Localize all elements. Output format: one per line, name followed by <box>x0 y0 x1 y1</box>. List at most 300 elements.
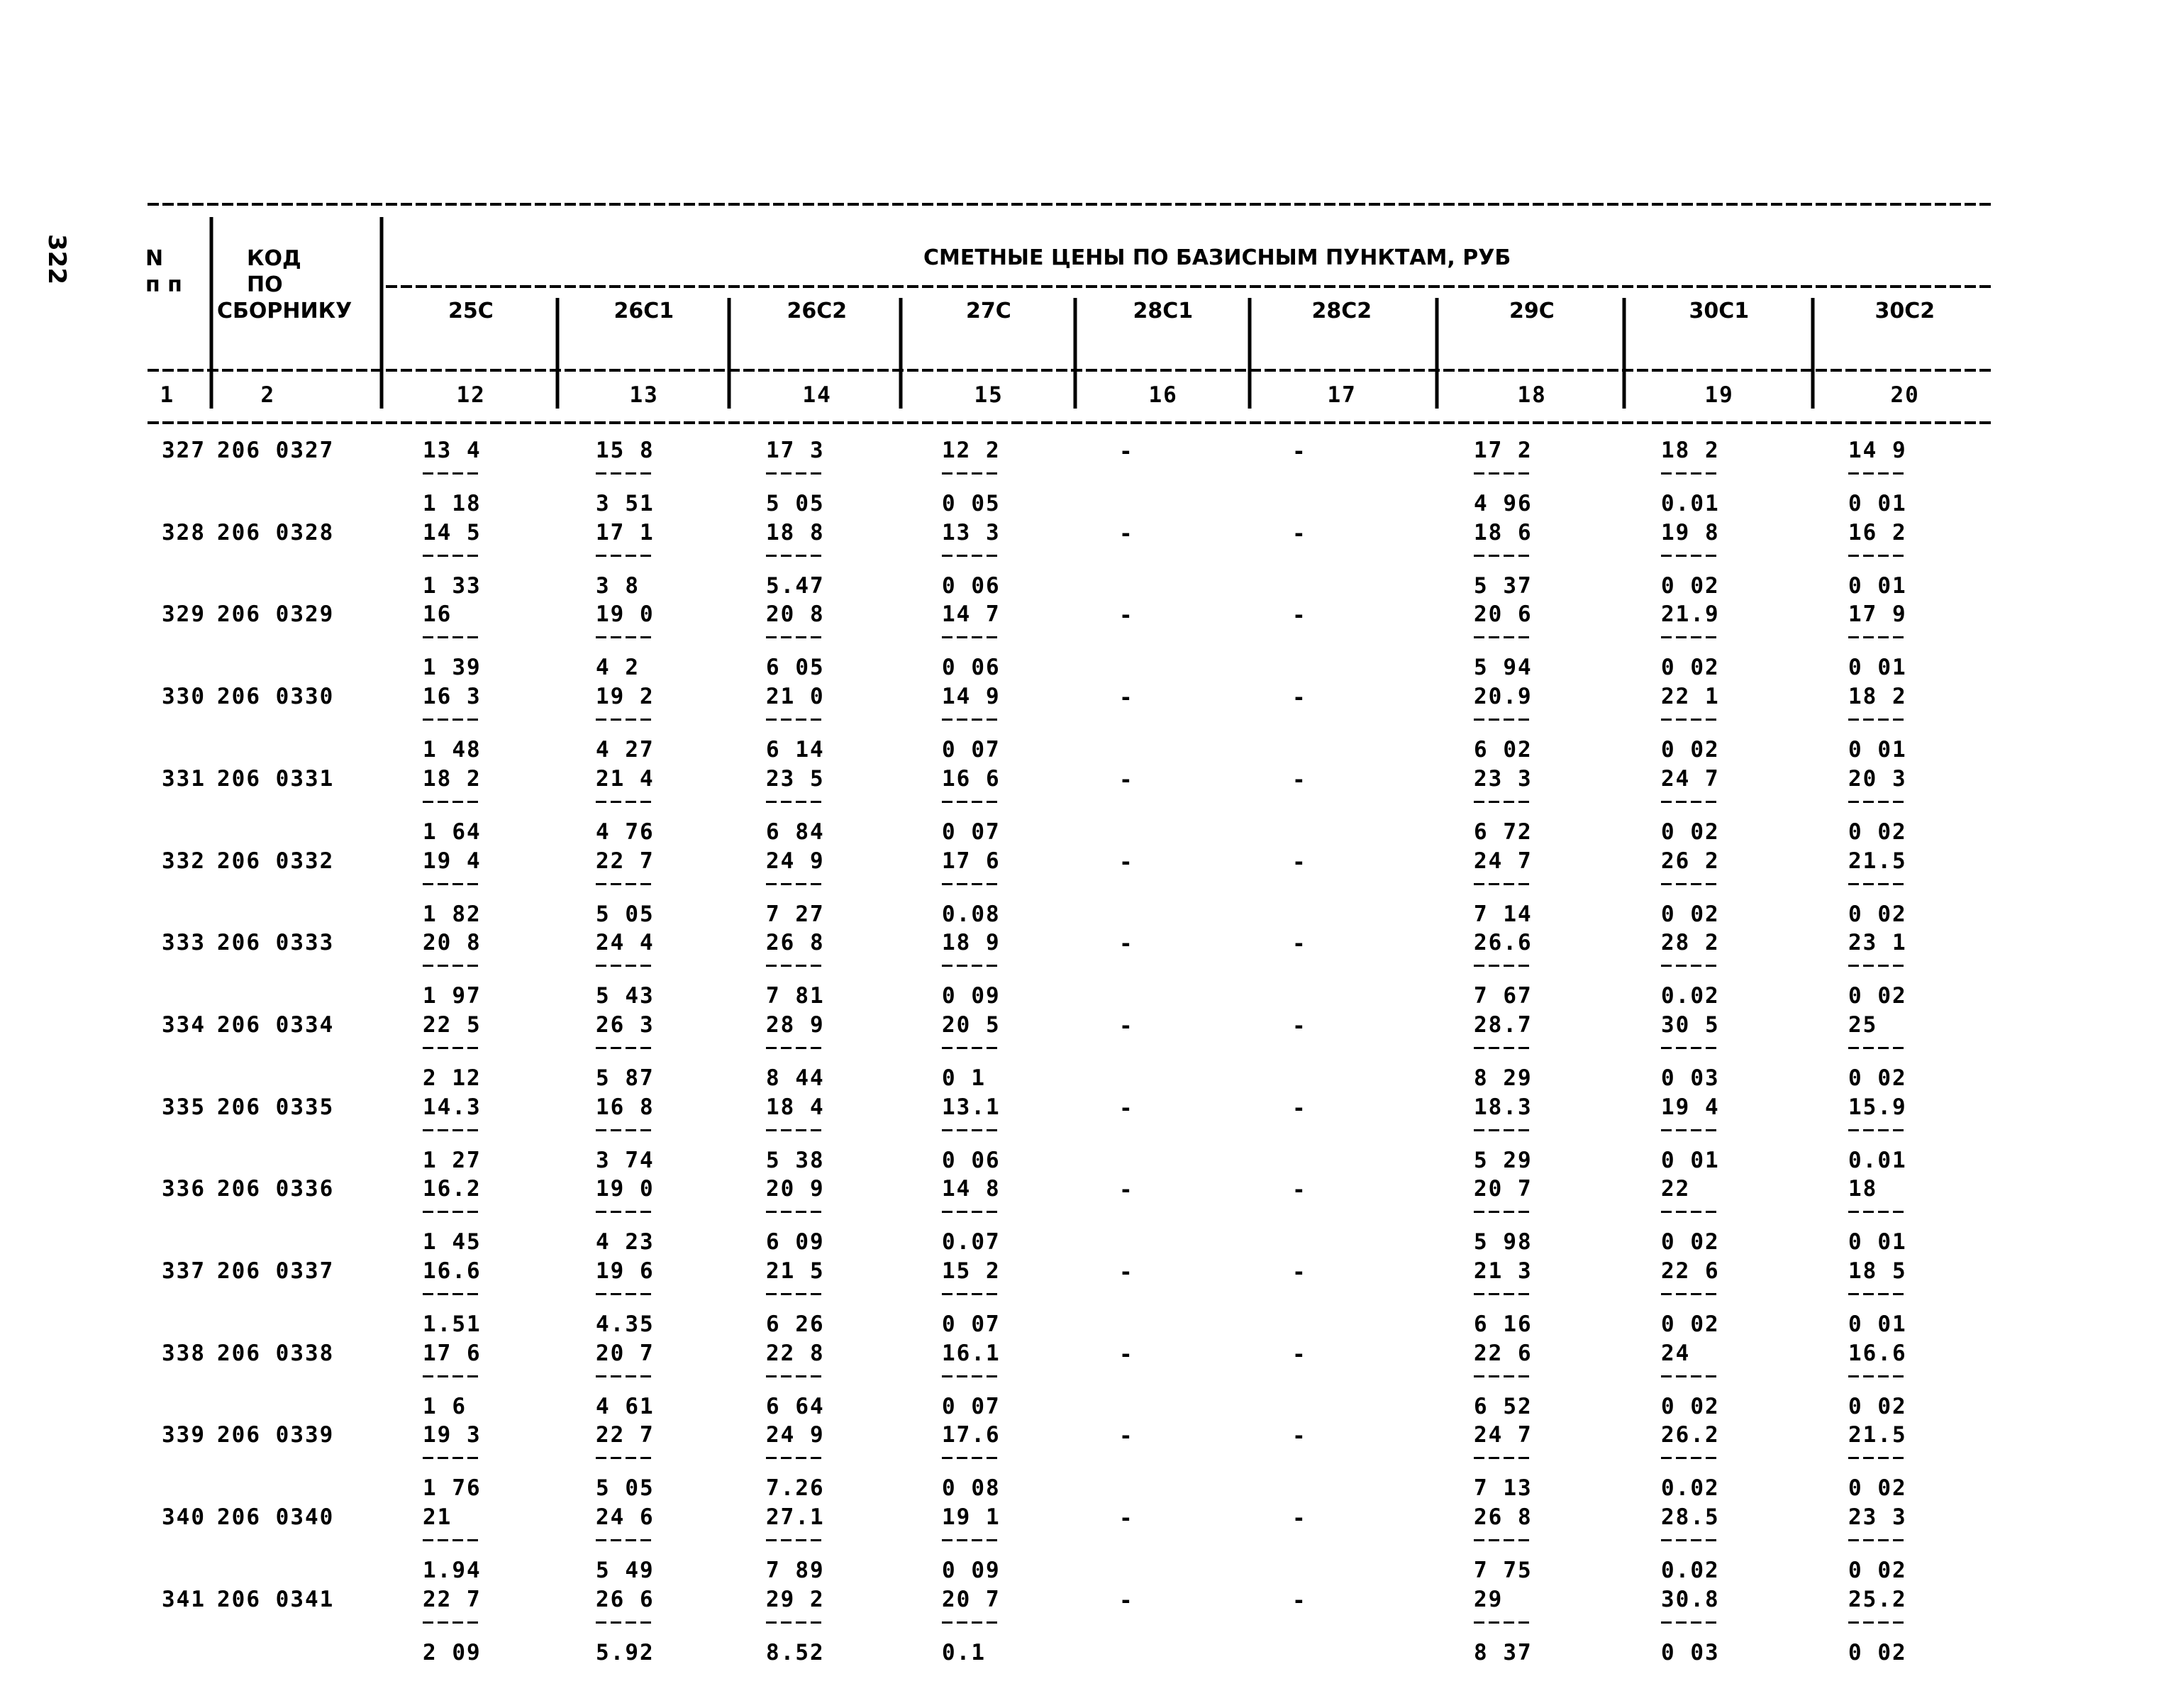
fraction-rule <box>1848 555 1906 557</box>
cell-top-value: 21.9 <box>1661 601 1720 628</box>
empty-cell-dash: - <box>1292 849 1307 875</box>
fraction-rule <box>423 1047 481 1049</box>
cell-bottom-value: 7 14 <box>1474 901 1533 927</box>
cell-bottom-value: 5 94 <box>1474 655 1533 681</box>
cell-bottom-value: 2 12 <box>423 1065 482 1091</box>
cell-bottom-value: 1.51 <box>423 1312 482 1337</box>
row-code: 206 0330 <box>217 684 335 710</box>
column-header-30С1: 30С1 <box>1689 299 1750 323</box>
cell-bottom-value: 0 02 <box>1848 1558 1907 1584</box>
cell-top-value: 19 0 <box>596 601 655 628</box>
cell-top-value: 18 <box>1848 1176 1878 1202</box>
row-number: 341 <box>162 1586 206 1612</box>
cell-bottom-value: 6 02 <box>1474 737 1533 763</box>
fraction-rule <box>596 1621 654 1624</box>
empty-cell-dash: - <box>1119 439 1134 465</box>
cell-bottom-value: 0 02 <box>1848 901 1907 927</box>
row-code: 206 0337 <box>217 1258 335 1284</box>
cell-bottom-value: 0 02 <box>1848 1475 1907 1502</box>
fraction-rule <box>766 1211 824 1213</box>
cell-bottom-value: 1 76 <box>423 1475 482 1502</box>
cell-top-value: 16 <box>423 601 452 628</box>
cell-bottom-value: 0 07 <box>942 819 1001 845</box>
column-number-13: 13 <box>629 382 659 408</box>
fraction-rule <box>1848 965 1906 967</box>
cell-bottom-value: 8 44 <box>766 1065 825 1091</box>
cell-bottom-value: 0 02 <box>1848 1393 1907 1419</box>
cell-top-value: 26 8 <box>1474 1504 1533 1531</box>
fraction-rule <box>1474 1457 1532 1459</box>
cell-top-value: 22 6 <box>1474 1340 1533 1366</box>
fraction-rule <box>766 1047 824 1049</box>
fraction-rule <box>766 1129 824 1131</box>
fraction-rule <box>423 1375 481 1377</box>
header-po-label: ПО <box>247 272 283 297</box>
fraction-rule <box>1661 719 1719 721</box>
fraction-rule <box>1848 636 1906 638</box>
cell-bottom-value: 0 03 <box>1661 1065 1720 1091</box>
fraction-rule <box>766 801 824 803</box>
fraction-rule <box>1848 472 1906 475</box>
fraction-rule <box>1661 965 1719 967</box>
fraction-rule <box>942 1539 1000 1541</box>
cell-top-value: 19 6 <box>596 1258 655 1284</box>
row-number: 335 <box>162 1094 206 1120</box>
empty-cell-dash: - <box>1119 849 1134 875</box>
cell-bottom-value: 1 33 <box>423 572 482 599</box>
fraction-rule <box>596 555 654 557</box>
column-number-18: 18 <box>1517 382 1547 408</box>
column-number-12: 12 <box>456 382 486 408</box>
fraction-rule <box>423 555 481 557</box>
cell-top-value: 24 9 <box>766 848 825 874</box>
cell-top-value: 28 2 <box>1661 930 1720 956</box>
cell-top-value: 19 4 <box>423 848 482 874</box>
fraction-rule <box>942 1457 1000 1459</box>
fraction-rule <box>766 636 824 638</box>
cell-bottom-value: 6 16 <box>1474 1312 1533 1337</box>
cell-bottom-value: 7 67 <box>1474 983 1533 1009</box>
cell-top-value: 14 7 <box>942 601 1001 628</box>
fraction-rule <box>1661 1539 1719 1541</box>
cell-top-value: 16.6 <box>1848 1340 1907 1366</box>
cell-top-value: 27.1 <box>766 1504 825 1531</box>
cell-bottom-value: 1 6 <box>423 1393 467 1419</box>
cell-bottom-value: 0 02 <box>1661 655 1720 681</box>
cell-top-value: 21.5 <box>1848 848 1907 874</box>
cell-top-value: 21 5 <box>766 1258 825 1284</box>
cell-bottom-value: 0 02 <box>1848 983 1907 1009</box>
row-code: 206 0335 <box>217 1094 335 1120</box>
fraction-rule <box>1661 1621 1719 1624</box>
cell-bottom-value: 2 09 <box>423 1639 482 1665</box>
cell-top-value: 28 9 <box>766 1011 825 1038</box>
cell-top-value: 21 <box>423 1504 452 1531</box>
cell-top-value: 18 2 <box>1848 684 1907 710</box>
cell-top-value: 14 9 <box>942 684 1001 710</box>
cell-bottom-value: 5 37 <box>1474 572 1533 599</box>
row-code: 206 0333 <box>217 930 335 956</box>
cell-top-value: 20.9 <box>1474 684 1533 710</box>
row-code: 206 0340 <box>217 1504 335 1531</box>
cell-bottom-value: 1 27 <box>423 1147 482 1173</box>
fraction-rule <box>1848 801 1906 803</box>
fraction-rule <box>596 801 654 803</box>
fraction-rule <box>596 965 654 967</box>
cell-top-value: 18.3 <box>1474 1094 1533 1120</box>
fraction-rule <box>596 636 654 638</box>
fraction-rule <box>1474 719 1532 721</box>
empty-cell-dash: - <box>1292 1341 1307 1368</box>
header-pp-label: п п <box>145 272 182 297</box>
column-number-16: 16 <box>1148 382 1178 408</box>
cell-bottom-value: 1.94 <box>423 1558 482 1584</box>
cell-bottom-value: 0 01 <box>1848 491 1907 516</box>
cell-bottom-value: 5 05 <box>596 1475 655 1502</box>
row-code: 206 0327 <box>217 438 335 463</box>
cell-top-value: 17 1 <box>596 519 655 545</box>
column-number-20: 20 <box>1890 382 1920 408</box>
empty-cell-dash: - <box>1119 685 1134 711</box>
cell-bottom-value: 0 02 <box>1661 737 1720 763</box>
empty-cell-dash: - <box>1292 1177 1307 1204</box>
cell-bottom-value: 0 02 <box>1848 819 1907 845</box>
empty-cell-dash: - <box>1292 931 1307 958</box>
cell-top-value: 22 7 <box>423 1586 482 1612</box>
fraction-rule <box>1474 472 1532 475</box>
cell-bottom-value: 3 74 <box>596 1147 655 1173</box>
cell-top-value: 15 8 <box>596 438 655 463</box>
cell-bottom-value: 0 09 <box>942 1558 1001 1584</box>
cell-bottom-value: 0.01 <box>1848 1147 1907 1173</box>
fraction-rule <box>423 801 481 803</box>
cell-top-value: 20 9 <box>766 1176 825 1202</box>
empty-cell-dash: - <box>1119 1177 1134 1204</box>
row-number: 330 <box>162 684 206 710</box>
cell-bottom-value: 0 02 <box>1661 572 1720 599</box>
cell-top-value: 16.1 <box>942 1340 1001 1366</box>
cell-top-value: 18 5 <box>1848 1258 1907 1284</box>
cell-bottom-value: 6 05 <box>766 655 825 681</box>
fraction-rule <box>1848 1129 1906 1131</box>
cell-bottom-value: 0 02 <box>1848 1065 1907 1091</box>
cell-bottom-value: 4 27 <box>596 737 655 763</box>
fraction-rule <box>596 1211 654 1213</box>
column-number-19: 19 <box>1704 382 1734 408</box>
cell-bottom-value: 4 76 <box>596 819 655 845</box>
cell-top-value: 17 6 <box>423 1340 482 1366</box>
cell-bottom-value: 0 01 <box>1661 1147 1720 1173</box>
cell-bottom-value: 6 72 <box>1474 819 1533 845</box>
fraction-rule <box>1848 1375 1906 1377</box>
fraction-rule <box>1661 1047 1719 1049</box>
fraction-rule <box>1661 883 1719 885</box>
fraction-rule <box>1474 1211 1532 1213</box>
fraction-rule <box>596 1457 654 1459</box>
cell-top-value: 14 9 <box>1848 438 1907 463</box>
cell-bottom-value: 0 02 <box>1661 901 1720 927</box>
fraction-rule <box>423 1621 481 1624</box>
fraction-rule <box>596 1129 654 1131</box>
cell-top-value: 17 3 <box>766 438 825 463</box>
empty-cell-dash: - <box>1292 685 1307 711</box>
row-code: 206 0334 <box>217 1011 335 1038</box>
empty-cell-dash: - <box>1292 603 1307 629</box>
cell-top-value: 14 8 <box>942 1176 1001 1202</box>
row-number: 331 <box>162 765 206 792</box>
cell-top-value: 17 2 <box>1474 438 1533 463</box>
fraction-rule <box>1848 1293 1906 1295</box>
empty-cell-dash: - <box>1292 767 1307 793</box>
cell-bottom-value: 0 09 <box>942 983 1001 1009</box>
fraction-rule <box>423 883 481 885</box>
cell-bottom-value: 5 05 <box>766 491 825 516</box>
fraction-rule <box>766 719 824 721</box>
cell-bottom-value: 0 02 <box>1661 1229 1720 1255</box>
cell-top-value: 28.7 <box>1474 1011 1533 1038</box>
cell-top-value: 24 9 <box>766 1422 825 1448</box>
column-number-1: 1 <box>160 382 175 408</box>
cell-top-value: 21 4 <box>596 765 655 792</box>
cell-bottom-value: 0 07 <box>942 1312 1001 1337</box>
cell-bottom-value: 8 37 <box>1474 1639 1533 1665</box>
cell-top-value: 23 5 <box>766 765 825 792</box>
cell-bottom-value: 5 98 <box>1474 1229 1533 1255</box>
cell-top-value: 24 <box>1661 1340 1691 1366</box>
fraction-rule <box>1474 1539 1532 1541</box>
cell-bottom-value: 4 2 <box>596 655 640 681</box>
empty-cell-dash: - <box>1119 1506 1134 1532</box>
cell-top-value: 17 9 <box>1848 601 1907 628</box>
fraction-rule <box>423 1293 481 1295</box>
cell-bottom-value: 0 06 <box>942 1147 1001 1173</box>
empty-cell-dash: - <box>1119 1260 1134 1285</box>
cell-top-value: 28.5 <box>1661 1504 1720 1531</box>
cell-bottom-value: 7 75 <box>1474 1558 1533 1584</box>
fraction-rule <box>1661 1375 1719 1377</box>
fraction-rule <box>596 719 654 721</box>
fraction-rule <box>596 1375 654 1377</box>
cell-top-value: 17 6 <box>942 848 1001 874</box>
cell-top-value: 14.3 <box>423 1094 482 1120</box>
cell-bottom-value: 1 97 <box>423 983 482 1009</box>
cell-top-value: 24 7 <box>1474 848 1533 874</box>
fraction-rule <box>766 555 824 557</box>
fraction-rule <box>1661 801 1719 803</box>
fraction-rule <box>766 883 824 885</box>
cell-bottom-value: 1 39 <box>423 655 482 681</box>
cell-top-value: 30 5 <box>1661 1011 1720 1038</box>
row-number: 327 <box>162 438 206 463</box>
cell-bottom-value: 8.52 <box>766 1639 825 1665</box>
cell-bottom-value: 6 84 <box>766 819 825 845</box>
cell-top-value: 22 <box>1661 1176 1691 1202</box>
fraction-rule <box>1848 1047 1906 1049</box>
fraction-rule <box>1474 1293 1532 1295</box>
cell-bottom-value: 5 87 <box>596 1065 655 1091</box>
cell-top-value: 20 3 <box>1848 765 1907 792</box>
cell-top-value: 19 2 <box>596 684 655 710</box>
fraction-rule <box>1474 636 1532 638</box>
row-number: 332 <box>162 848 206 874</box>
row-code: 206 0341 <box>217 1586 335 1612</box>
row-code: 206 0332 <box>217 848 335 874</box>
header-sborniku-label: СБОРНИКУ <box>217 299 352 323</box>
fraction-rule <box>942 1211 1000 1213</box>
cell-bottom-value: 0 1 <box>942 1065 986 1091</box>
cell-top-value: 26 2 <box>1661 848 1720 874</box>
cell-bottom-value: 0.02 <box>1661 1558 1720 1584</box>
cell-bottom-value: 7.26 <box>766 1475 825 1502</box>
cell-top-value: 22 7 <box>596 1422 655 1448</box>
cell-top-value: 16.2 <box>423 1176 482 1202</box>
row-number: 338 <box>162 1340 206 1366</box>
fraction-rule <box>942 965 1000 967</box>
empty-cell-dash: - <box>1119 521 1134 547</box>
cell-bottom-value: 0 05 <box>942 491 1001 516</box>
cell-top-value: 19 3 <box>423 1422 482 1448</box>
empty-cell-dash: - <box>1292 1587 1307 1614</box>
cell-bottom-value: 3 8 <box>596 572 640 599</box>
empty-cell-dash: - <box>1119 1013 1134 1039</box>
fraction-rule <box>942 801 1000 803</box>
cell-bottom-value: 7 13 <box>1474 1475 1533 1502</box>
fraction-rule <box>1474 1047 1532 1049</box>
cell-top-value: 17.6 <box>942 1422 1001 1448</box>
cell-bottom-value: 0.01 <box>1661 491 1720 516</box>
empty-cell-dash: - <box>1119 1587 1134 1614</box>
cell-bottom-value: 5 38 <box>766 1147 825 1173</box>
fraction-rule <box>596 1539 654 1541</box>
cell-top-value: 19 8 <box>1661 519 1720 545</box>
cell-bottom-value: 5 29 <box>1474 1147 1533 1173</box>
empty-cell-dash: - <box>1292 439 1307 465</box>
cell-bottom-value: 4 96 <box>1474 491 1533 516</box>
fraction-rule <box>942 1621 1000 1624</box>
fraction-rule <box>1474 801 1532 803</box>
cell-bottom-value: 5 49 <box>596 1558 655 1584</box>
cell-top-value: 26 3 <box>596 1011 655 1038</box>
cell-top-value: 20 8 <box>766 601 825 628</box>
fraction-rule <box>1661 1129 1719 1131</box>
fraction-rule <box>766 1375 824 1377</box>
row-number: 334 <box>162 1011 206 1038</box>
empty-cell-dash: - <box>1119 603 1134 629</box>
fraction-rule <box>1848 1457 1906 1459</box>
cell-bottom-value: 0 08 <box>942 1475 1001 1502</box>
cell-bottom-value: 0 06 <box>942 655 1001 681</box>
cell-top-value: 21 0 <box>766 684 825 710</box>
cell-bottom-value: 1 18 <box>423 491 482 516</box>
cell-bottom-value: 4 23 <box>596 1229 655 1255</box>
column-header-26С1: 26С1 <box>613 299 674 323</box>
row-code: 206 0336 <box>217 1176 335 1202</box>
cell-top-value: 20 8 <box>423 930 482 956</box>
fraction-rule <box>423 719 481 721</box>
cell-bottom-value: 5 43 <box>596 983 655 1009</box>
cell-bottom-value: 0 02 <box>1848 1639 1907 1665</box>
empty-cell-dash: - <box>1119 1341 1134 1368</box>
cell-top-value: 24 7 <box>1474 1422 1533 1448</box>
fraction-rule <box>423 1211 481 1213</box>
cell-top-value: 13 3 <box>942 519 1001 545</box>
page-number: 322 <box>43 234 71 284</box>
fraction-rule <box>942 1047 1000 1049</box>
fraction-rule <box>1661 1211 1719 1213</box>
cell-top-value: 16 8 <box>596 1094 655 1120</box>
cell-top-value: 20 6 <box>1474 601 1533 628</box>
cell-bottom-value: 5.92 <box>596 1639 655 1665</box>
cell-top-value: 29 <box>1474 1586 1504 1612</box>
fraction-rule <box>1661 472 1719 475</box>
column-header-27С: 27С <box>966 299 1011 323</box>
fraction-rule <box>942 472 1000 475</box>
cell-top-value: 13 4 <box>423 438 482 463</box>
fraction-rule <box>1661 1457 1719 1459</box>
row-number: 339 <box>162 1422 206 1448</box>
empty-cell-dash: - <box>1119 931 1134 958</box>
fraction-rule <box>942 719 1000 721</box>
fraction-rule <box>766 472 824 475</box>
row-number: 336 <box>162 1176 206 1202</box>
fraction-rule <box>1474 555 1532 557</box>
row-number: 329 <box>162 601 206 628</box>
cell-top-value: 19 4 <box>1661 1094 1720 1120</box>
fraction-rule <box>766 1293 824 1295</box>
fraction-rule <box>423 472 481 475</box>
cell-bottom-value: 0 01 <box>1848 1312 1907 1337</box>
cell-bottom-value: 8 29 <box>1474 1065 1533 1091</box>
fraction-rule <box>1848 719 1906 721</box>
fraction-rule <box>1848 1539 1906 1541</box>
cell-top-value: 23 3 <box>1848 1504 1907 1531</box>
row-number: 328 <box>162 519 206 545</box>
cell-top-value: 23 1 <box>1848 930 1907 956</box>
fraction-rule <box>1474 1621 1532 1624</box>
fraction-rule <box>1848 1621 1906 1624</box>
column-header-30С2: 30С2 <box>1874 299 1935 323</box>
cell-top-value: 21.5 <box>1848 1422 1907 1448</box>
fraction-rule <box>1474 883 1532 885</box>
column-header-25С: 25С <box>448 299 494 323</box>
cell-top-value: 19 0 <box>596 1176 655 1202</box>
cell-top-value: 18 9 <box>942 930 1001 956</box>
fraction-rule <box>596 1047 654 1049</box>
fraction-rule <box>596 472 654 475</box>
cell-bottom-value: 7 81 <box>766 983 825 1009</box>
fraction-rule <box>423 965 481 967</box>
fraction-rule <box>942 636 1000 638</box>
cell-bottom-value: 0 03 <box>1661 1639 1720 1665</box>
cell-top-value: 15.9 <box>1848 1094 1907 1120</box>
cell-bottom-value: 1 82 <box>423 901 482 927</box>
cell-top-value: 25 <box>1848 1011 1878 1038</box>
fraction-rule <box>942 1129 1000 1131</box>
cell-top-value: 22 5 <box>423 1011 482 1038</box>
cell-top-value: 24 6 <box>596 1504 655 1531</box>
cell-bottom-value: 1 64 <box>423 819 482 845</box>
cell-top-value: 20 5 <box>942 1011 1001 1038</box>
column-header-28С1: 28С1 <box>1133 299 1194 323</box>
fraction-rule <box>1661 1293 1719 1295</box>
cell-top-value: 18 8 <box>766 519 825 545</box>
cell-top-value: 30.8 <box>1661 1586 1720 1612</box>
cell-top-value: 26 6 <box>596 1586 655 1612</box>
cell-bottom-value: 7 89 <box>766 1558 825 1584</box>
column-number-2: 2 <box>260 382 276 408</box>
fraction-rule <box>766 1457 824 1459</box>
header-n-label: N <box>145 246 164 271</box>
